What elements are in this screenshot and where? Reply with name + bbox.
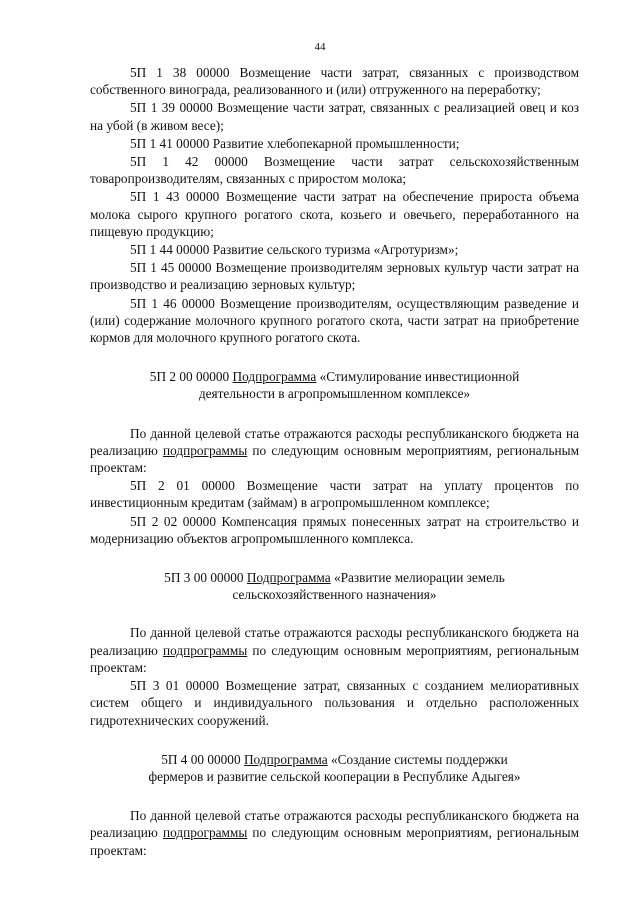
section-4-heading <box>90 751 579 785</box>
section-2-heading-line1 <box>90 368 579 385</box>
section-2-title-part2: деятельности в агропромышленном комплексе» <box>198 386 471 402</box>
section-2-intro: По данной целевой статье отражаются расходы республиканского бюджета на реализацию подпрограммы по следующим основным мероприятиям, региональным проектам: <box>90 425 579 476</box>
section-3-subprogram-label: Подпрограмма <box>246 570 331 586</box>
item-5p-1-38: 5П 1 38 00000 Возмещение части затрат, связанных с производством собственного винограда, реализованного и (или) отгруженного на переработку; <box>90 65 579 98</box>
section-3-code: 5П 3 00 00000 <box>164 570 247 586</box>
section-4-title-part1: «Создание системы поддержки <box>327 751 508 767</box>
section-3-title-part2: сельскохозяйственного назначения» <box>232 587 437 603</box>
section-4-intro: По данной целевой статье отражаются расходы республиканского бюджета на реализацию подпрограммы по следующим основным мероприятиям, региональным проектам: <box>90 808 579 858</box>
item-5p-1-45: 5П 1 45 00000 Возмещение производителям зерновых культур части затрат на производство и реализацию зерновых культур; <box>90 260 579 293</box>
section-4-subprogram-label: Подпрограмма <box>243 751 328 767</box>
section-3-heading-line1 <box>90 569 579 586</box>
section-2-subprogram-label: Подпрограмма <box>232 369 317 385</box>
section-3-subprogram-link: подпрограммы <box>162 642 248 658</box>
section-4-title-part2: фермеров и развитие сельской кооперации в Республике Адыгея» <box>148 768 521 784</box>
item-5p-3-01: 5П 3 01 00000 Возмещение затрат, связанных с созданием мелиоративных систем общего и индивидуального пользования и отдельно расположенных гидротехнических сооружений. <box>90 678 579 728</box>
item-5p-1-41: 5П 1 41 00000 Развитие хлебопекарной промышленности; <box>130 135 460 151</box>
section-4-subprogram-link: подпрограммы <box>162 825 248 841</box>
section-3-title-part1: «Развитие мелиорации земель <box>330 570 505 586</box>
section-2-code: 5П 2 00 00000 <box>149 369 233 385</box>
section-3-intro: По данной целевой статье отражаются расходы республиканского бюджета на реализацию подпрограммы по следующим основным мероприятиям, региональным проектам: <box>90 625 579 675</box>
item-5p-1-42: 5П 1 42 00000 Возмещение части затрат сельскохозяйственным товаропроизводителям, связанных с приростом молока; <box>90 154 579 187</box>
page-number: 44 <box>314 41 326 53</box>
section-3-heading <box>90 569 579 603</box>
item-5p-2-02: 5П 2 02 00000 Компенсация прямых понесенных затрат на строительство и модернизацию объектов агропромышленного комплекса. <box>90 513 579 546</box>
item-5p-2-01: 5П 2 01 00000 Возмещение части затрат на уплату процентов по инвестиционным кредитам (займам) в агропромышленном комплексе; <box>90 478 579 511</box>
section-4-code: 5П 4 00 00000 <box>161 751 244 767</box>
document-body <box>90 64 579 859</box>
section-2-subprogram-link: подпрограммы <box>162 442 248 458</box>
section-2-heading <box>90 368 579 402</box>
item-5p-1-44: 5П 1 44 00000 Развитие сельского туризма «Агротуризм»; <box>130 242 459 258</box>
item-5p-1-46: 5П 1 46 00000 Возмещение производителям, осуществляющим разведение и (или) содержание молочного крупного рогатого скота, части затрат на приобретение кормов для молочного крупного рогатого скота. <box>90 295 579 346</box>
section-2-title-part1: «Стимулирование инвестиционной <box>316 369 520 385</box>
section-4-heading-line1 <box>90 751 579 768</box>
item-5p-1-39: 5П 1 39 00000 Возмещение части затрат, связанных с реализацией овец и коз на убой (в живом весе); <box>90 100 579 133</box>
item-5p-1-43: 5П 1 43 00000 Возмещение части затрат на обеспечение прироста объема молока сырого крупного рогатого скота, козьего и овечьего, переработанного на пищевую продукцию; <box>90 189 579 239</box>
